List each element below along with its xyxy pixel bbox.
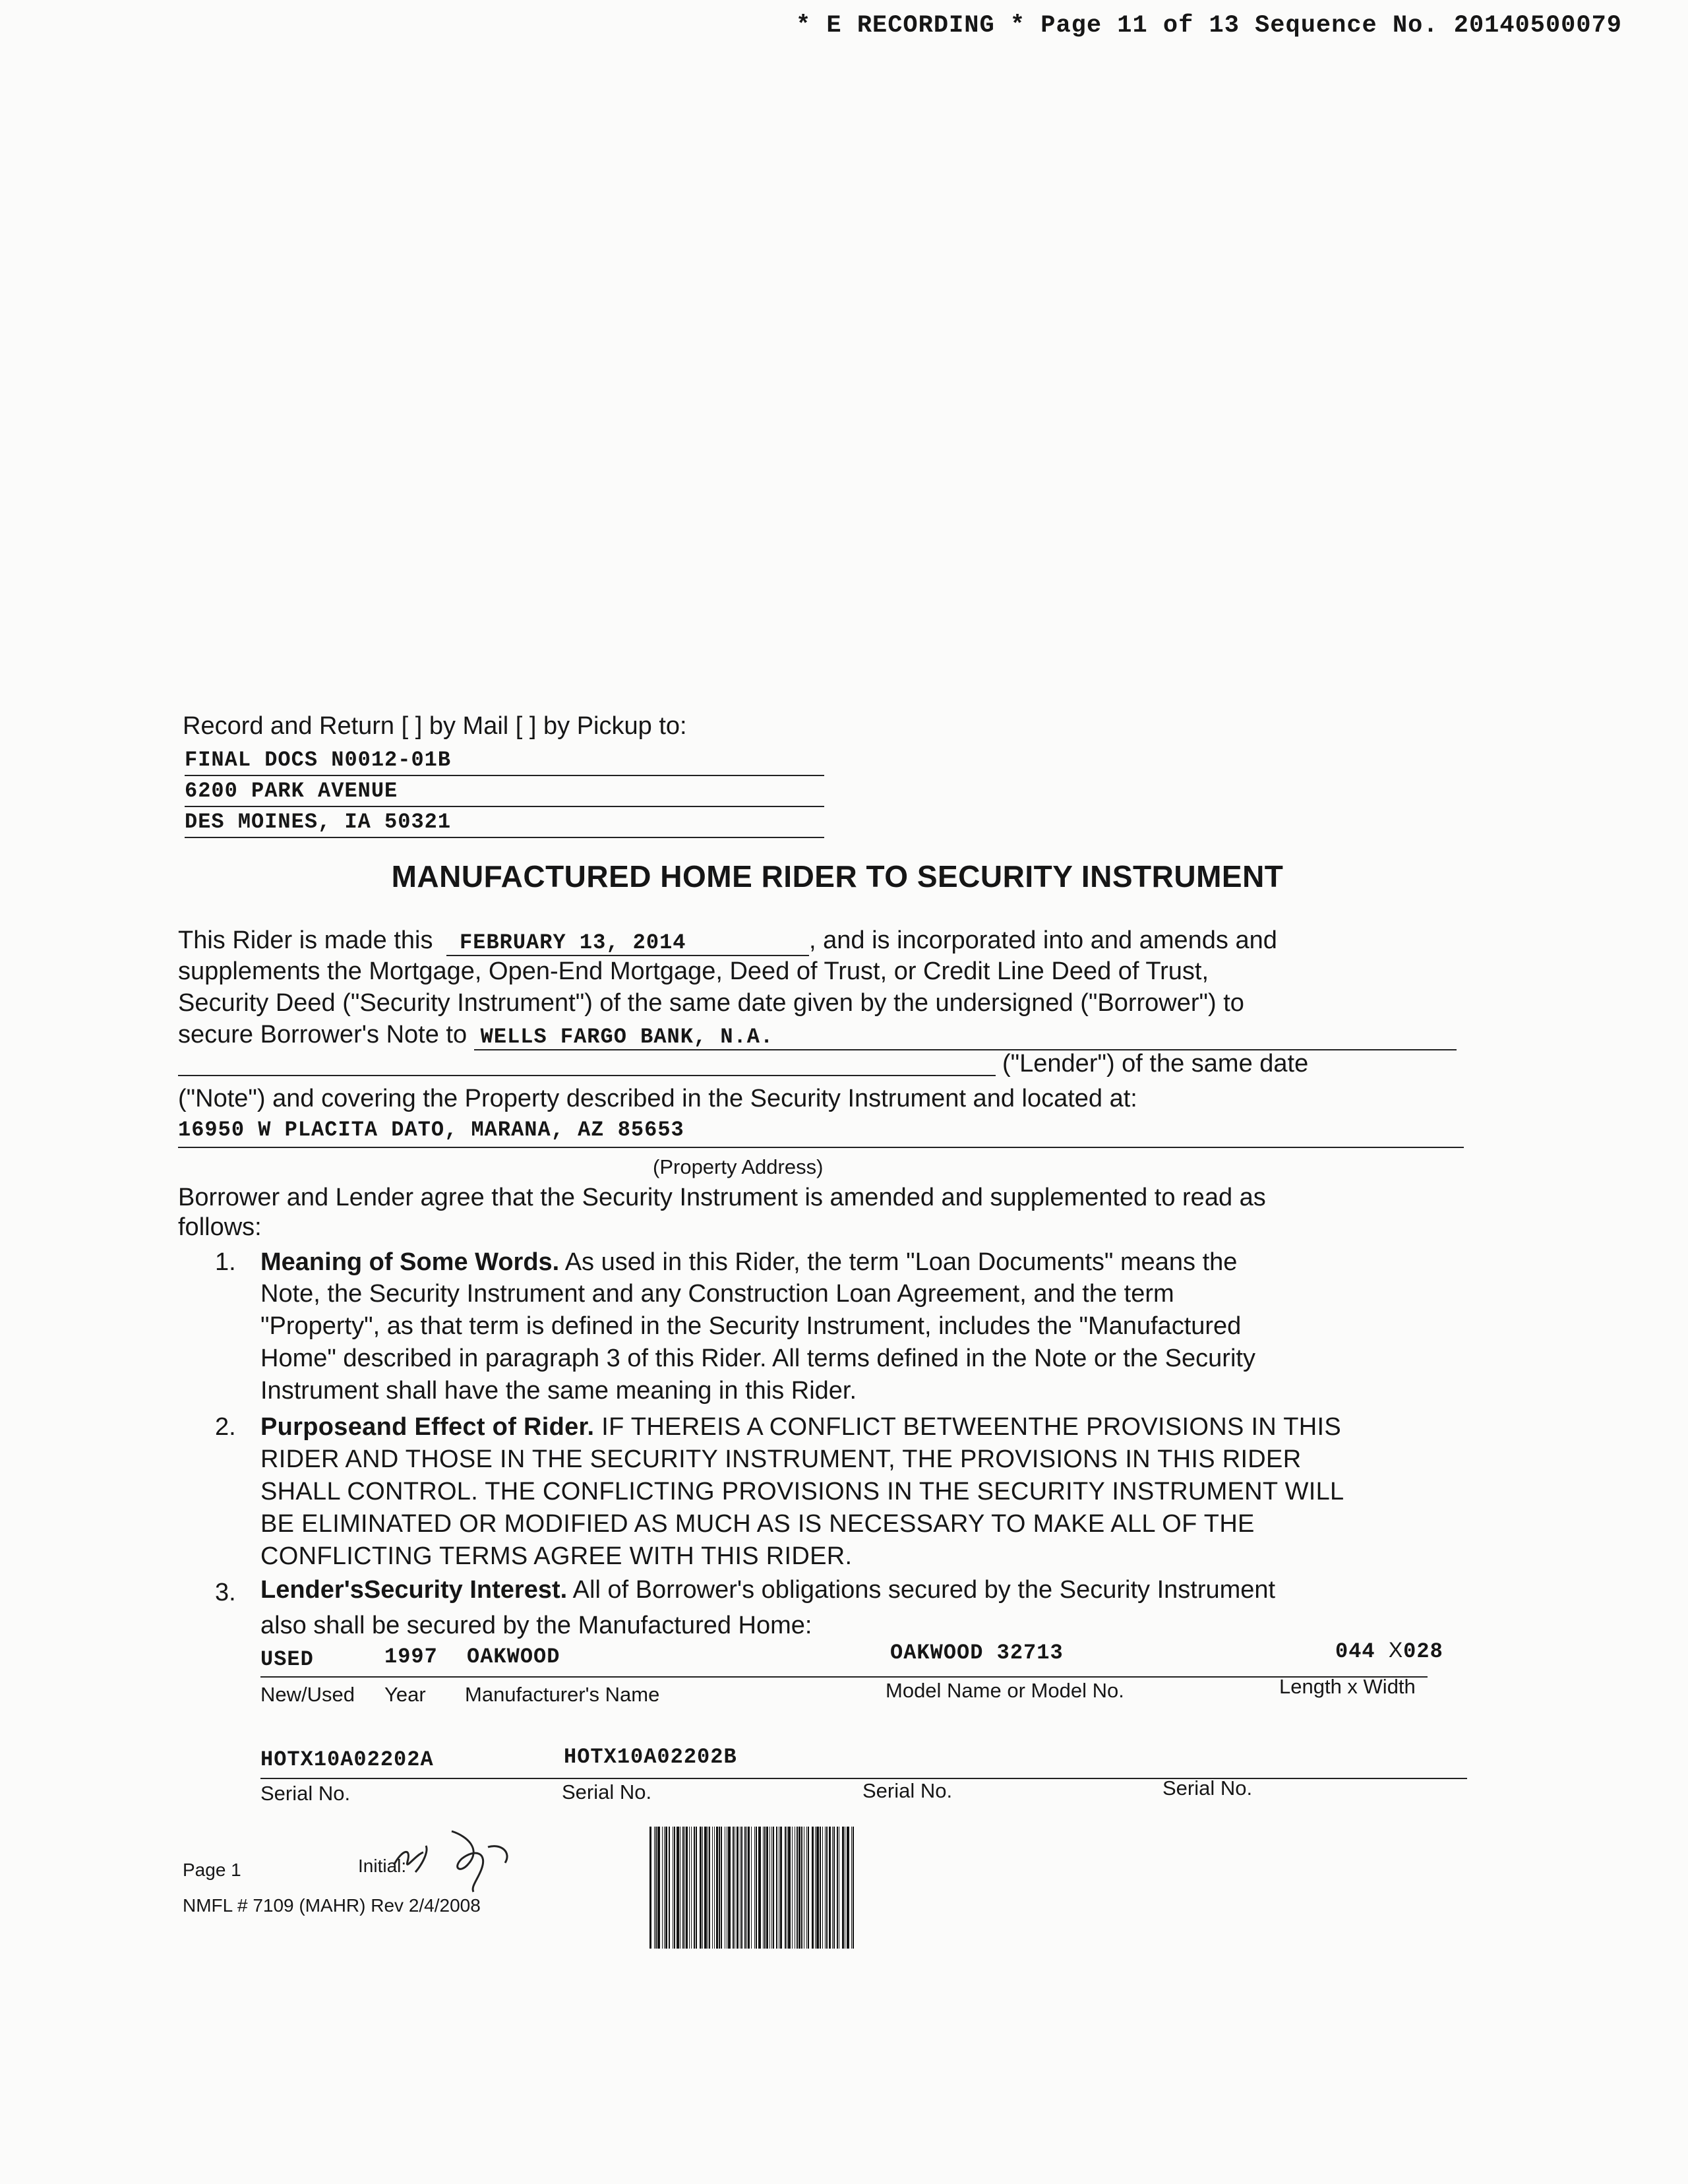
home-detail-line: [260, 1675, 1428, 1678]
barcode-bar: [674, 1827, 675, 1949]
home-manufacturer: OAKWOOD: [467, 1645, 560, 1669]
barcode-bar: [758, 1827, 761, 1949]
section-1-number: 1.: [215, 1248, 236, 1276]
barcode-bar: [788, 1827, 791, 1949]
property-address: 16950 W PLACITA DATO, MARANA, AZ 85653: [178, 1118, 1464, 1148]
initial-signature: [389, 1823, 534, 1896]
barcode-bar: [773, 1827, 774, 1949]
lender-name: WELLS FARGO BANK, N.A.: [474, 1025, 1457, 1050]
section-3-heading: Lender'sSecurity Interest.: [260, 1576, 568, 1604]
barcode-bar: [733, 1827, 734, 1949]
barcode-bar: [829, 1827, 831, 1949]
rider-date: FEBRUARY 13, 2014: [446, 930, 809, 956]
barcode-bar: [751, 1827, 752, 1949]
barcode-bar: [780, 1827, 782, 1949]
barcode-bar: [689, 1827, 690, 1949]
barcode-bar: [682, 1827, 684, 1949]
document-title: MANUFACTURED HOME RIDER TO SECURITY INSTRUMENT: [391, 859, 1284, 894]
intro-line-2: supplements the Mortgage, Open-End Mortgage, Deed of Trust, or Credit Line Deed of Trust,: [178, 957, 1209, 985]
barcode-bar: [764, 1827, 766, 1949]
section-1-line-5: Instrument shall have the same meaning in this Rider.: [260, 1377, 857, 1405]
barcode-bar: [842, 1827, 844, 1949]
barcode-bar: [816, 1827, 819, 1949]
barcode-bar: [719, 1827, 720, 1949]
barcode-bar: [833, 1827, 835, 1949]
section-2-number: 2.: [215, 1413, 236, 1441]
home-new-used: USED: [260, 1647, 314, 1672]
record-return-label: Record and Return [ ] by Mail [ ] by Pickup to:: [183, 712, 687, 740]
barcode-bar: [801, 1827, 802, 1949]
barcode-bar: [716, 1827, 718, 1949]
barcode-bar: [776, 1827, 777, 1949]
barcode-bar: [700, 1827, 702, 1949]
intro-line-4: [178, 1021, 1457, 1050]
barcode-bar: [721, 1827, 722, 1949]
label-manufacturer: Manufacturer's Name: [465, 1683, 660, 1706]
home-size: [1335, 1638, 1443, 1664]
intro-line-1: [178, 926, 1277, 956]
page-number: Page 1: [183, 1860, 241, 1880]
section-1-text-1: As used in this Rider, the term "Loan Documents" means the: [564, 1248, 1238, 1276]
barcode-bar: [756, 1827, 757, 1949]
intro-lender-same-date: ("Lender") of the same date: [1002, 1050, 1309, 1077]
serial-number-1: HOTX10A02202A: [260, 1747, 434, 1772]
section-2-heading: Purposeand Effect of Rider.: [260, 1413, 595, 1441]
recording-header: * E RECORDING * Page 11 of 13 Sequence No. 20140500079: [796, 12, 1622, 40]
section-1-heading: Meaning of Some Words.: [260, 1248, 560, 1276]
barcode-bar: [696, 1827, 697, 1949]
home-length: 044: [1335, 1639, 1375, 1664]
barcode-bar: [684, 1827, 685, 1949]
label-serial-4: Serial No.: [1162, 1776, 1253, 1800]
barcode-bar: [826, 1827, 828, 1949]
barcode-bar: [825, 1827, 826, 1949]
barcode-bar: [769, 1827, 770, 1949]
serial-number-2: HOTX10A02202B: [564, 1745, 737, 1769]
intro-incorporated: , and is incorporated into and amends and: [809, 926, 1277, 954]
intro-secure-note: secure Borrower's Note to: [178, 1021, 467, 1048]
label-serial-1: Serial No.: [260, 1782, 351, 1805]
intro-line-3: Security Deed ("Security Instrument") of the same date given by the undersigned ("Borrower") to: [178, 989, 1244, 1017]
barcode-bar: [655, 1827, 657, 1949]
barcode-bar: [748, 1827, 750, 1949]
return-address-line-2: 6200 PARK AVENUE: [185, 779, 824, 807]
section-1-line-2: Note, the Security Instrument and any Construction Loan Agreement, and the term: [260, 1280, 1174, 1308]
barcode-bar: [744, 1827, 746, 1949]
section-2-line-4: BE ELIMINATED OR MODIFIED AS MUCH AS IS NECESSARY TO MAKE ALL OF THE: [260, 1510, 1255, 1538]
barcode-bar: [712, 1827, 713, 1949]
barcode-bar: [694, 1827, 695, 1949]
intro-made-this: This Rider is made this: [178, 926, 433, 954]
barcode-bar: [792, 1827, 793, 1949]
return-address-line-1: FINAL DOCS N0012-01B: [185, 748, 824, 776]
section-2-line-1: [260, 1413, 1341, 1441]
barcode-bar: [654, 1827, 655, 1949]
barcode-bar: [677, 1827, 679, 1949]
barcode-bar: [754, 1827, 755, 1949]
section-2-text-1: IF THEREIS A CONFLICT BETWEENTHE PROVISIONS IN THIS: [601, 1413, 1341, 1441]
section-1-line-3: "Property", as that term is defined in the Security Instrument, includes the "Manufactured: [260, 1312, 1242, 1340]
home-width: 028: [1403, 1639, 1443, 1664]
barcode: [649, 1827, 1065, 1949]
label-model: Model Name or Model No.: [886, 1679, 1124, 1702]
label-serial-3: Serial No.: [862, 1779, 953, 1802]
section-2-line-3: SHALL CONTROL. THE CONFLICTING PROVISIONS IN THE SECURITY INSTRUMENT WILL: [260, 1478, 1344, 1505]
home-year: 1997: [384, 1645, 438, 1669]
barcode-bar: [851, 1827, 852, 1949]
label-year: Year: [384, 1683, 426, 1706]
barcode-bar: [691, 1827, 692, 1949]
barcode-bar: [662, 1827, 663, 1949]
barcode-bar: [686, 1827, 688, 1949]
lender-continuation-line: [178, 1074, 996, 1076]
form-number: NMFL # 7109 (MAHR) Rev 2/4/2008: [183, 1895, 481, 1916]
return-address-line-3: DES MOINES, IA 50321: [185, 810, 824, 838]
barcode-bar: [847, 1827, 849, 1949]
barcode-bar: [704, 1827, 707, 1949]
section-2-line-2: RIDER AND THOSE IN THE SECURITY INSTRUMENT, THE PROVISIONS IN THIS RIDER: [260, 1445, 1302, 1473]
label-serial-2: Serial No.: [562, 1780, 652, 1804]
label-new-used: New/Used: [260, 1683, 355, 1706]
barcode-bar: [709, 1827, 710, 1949]
section-3-line-2: also shall be secured by the Manufactured Home:: [260, 1612, 812, 1639]
barcode-bar: [812, 1827, 814, 1949]
barcode-bar: [785, 1827, 786, 1949]
barcode-bar: [853, 1827, 854, 1949]
section-3-line-1: [260, 1576, 1275, 1604]
section-1-line-4: Home" described in paragraph 3 of this Rider. All terms defined in the Note or the Security: [260, 1345, 1255, 1372]
section-1-line-1: [260, 1248, 1237, 1277]
barcode-bar: [669, 1827, 670, 1949]
barcode-bar: [822, 1827, 823, 1949]
barcode-bar: [657, 1827, 660, 1949]
barcode-bar: [702, 1827, 703, 1949]
intro-line-8: follows:: [178, 1213, 262, 1241]
section-3-number: 3.: [215, 1579, 236, 1606]
home-model: OAKWOOD 32713: [890, 1641, 1064, 1665]
property-address-label: (Property Address): [653, 1155, 824, 1178]
barcode-bar: [766, 1827, 768, 1949]
barcode-bar: [763, 1827, 764, 1949]
barcode-bar: [664, 1827, 665, 1949]
barcode-bar: [737, 1827, 738, 1949]
label-size: Length x Width: [1279, 1675, 1416, 1698]
barcode-bar: [820, 1827, 821, 1949]
barcode-bar: [665, 1827, 667, 1949]
intro-line-6: ("Note") and covering the Property described in the Security Instrument and located at:: [178, 1085, 1137, 1112]
barcode-bar: [728, 1827, 731, 1949]
barcode-bar: [771, 1827, 772, 1949]
barcode-bar: [808, 1827, 809, 1949]
barcode-bar: [832, 1827, 833, 1949]
barcode-bar: [797, 1827, 798, 1949]
barcode-bar: [815, 1827, 816, 1949]
barcode-bar: [714, 1827, 715, 1949]
intro-line-7: Borrower and Lender agree that the Security Instrument is amended and supplemented to read as: [178, 1184, 1266, 1211]
barcode-bar: [741, 1827, 742, 1949]
section-3-text-1: All of Borrower's obligations secured by the Security Instrument: [572, 1576, 1276, 1604]
initial-label: Initial:: [358, 1856, 407, 1876]
barcode-bar: [837, 1827, 838, 1949]
barcode-bar: [799, 1827, 800, 1949]
barcode-bar: [746, 1827, 747, 1949]
home-size-x: X: [1388, 1638, 1404, 1662]
barcode-bar: [806, 1827, 807, 1949]
barcode-bar: [649, 1827, 651, 1949]
section-2-line-5: CONFLICTING TERMS AGREE WITH THIS RIDER.: [260, 1542, 853, 1570]
